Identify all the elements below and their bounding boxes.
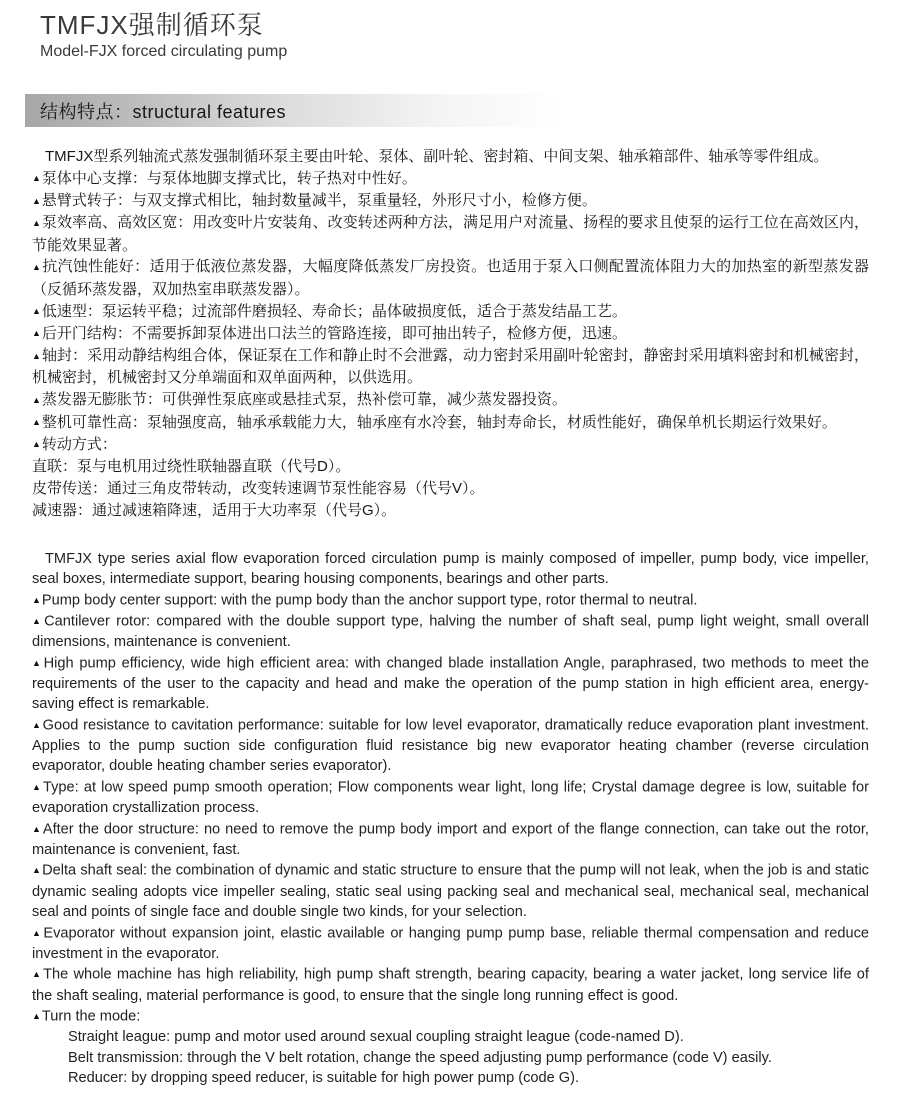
feature-item-en [32,964,869,1006]
feature-item-zh [32,168,869,190]
page-header [0,0,900,61]
feature-text-zh: 泵效率高、高效区宽：用改变叶片安装角、改变转述两种方法，满足用户对流量、扬程的要求且使泵的运行工位在高效区内，节能效果显著。 [32,214,869,254]
feature-text-en: High pump efficiency, wide high efficient area: with changed blade installation Angle, paraphrased, two methods to meet the requirements of the user to the capacity and head and make the operation of the pump station in high efficient area, energy-saving effect is remarkable. [32,655,869,713]
triangle-bullet-icon: ▲ [32,719,42,730]
feature-item-en [32,923,869,965]
drive-mode-item-en: Straight league: pump and motor used around sexual coupling straight league (code-named D). [68,1029,684,1046]
feature-text-en: Cantilever rotor: compared with the double support type, halving the number of shaft seal, pump light weight, small overall dimensions, maintenance is convenient. [32,613,869,650]
feature-text-en: Evaporator without expansion joint, elastic available or hanging pump pump base, reliable thermal compensation and reduce investment in the evaporator. [32,925,869,962]
section-header-bar [25,94,642,127]
chinese-features-section [32,146,869,522]
triangle-bullet-icon: ▲ [32,865,42,876]
feature-item-en [32,653,869,715]
feature-text-zh: 整机可靠性高：泵轴强度高，轴承承载能力大，轴承座有水冷套，轴封寿命长，材质性能好，确保单机长期运行效果好。 [41,413,837,431]
feature-text-en: Turn the mode: [41,1008,141,1025]
feature-text-en: Pump body center support: with the pump body than the anchor support type, rotor thermal to neutral. [41,592,698,609]
triangle-bullet-icon: ▲ [32,439,41,450]
drive-mode-item-zh: 直联：泵与电机用过绕性联轴器直联（代号D）。 [32,458,351,476]
triangle-bullet-icon: ▲ [32,927,43,938]
intro-paragraph-en: TMFJX type series axial flow evaporation forced circulation pump is mainly composed of impeller, pump body, vice impeller, seal boxes, intermediate support, bearing housing components, bearings and other parts. [32,550,869,588]
feature-text-en: Good resistance to cavitation performance: suitable for low level evaporator, dramatically reduce evaporation plant investment. Applies to the pump suction side configuration fluid resistance big new evaporator heating chamber (reverse circulation evaporator, double heating chamber series evaporator). [32,717,869,775]
feature-text-zh: 泵体中心支撑：与泵体地脚支撑式比，转子热对中性好。 [41,169,417,187]
feature-item-zh [32,301,869,323]
feature-item-en [32,1006,869,1027]
feature-item-en [32,715,869,777]
triangle-bullet-icon: ▲ [32,261,42,272]
feature-text-en: Delta shaft seal: the combination of dynamic and static structure to ensure that the pump will not leak, when the job is and static dynamic sealing adopts vice impeller sealing, static seal using packing seal and mechanical seal, mechanical seal, mechanical seal and points of single face and double single two kinds, for your selection. [32,862,869,921]
feature-text-zh: 轴封：采用动静结构组合体，保证泵在工作和静止时不会泄露，动力密封采用副叶轮密封，静密封采用填料密封和机械密封，机械密封，机械密封又分单端面和双单面两种，以供选用。 [32,347,869,387]
triangle-bullet-icon: ▲ [32,823,42,834]
feature-text-zh: 低速型：泵运转平稳；过流部件磨损轻、寿命长；晶体破损度低，适合于蒸发结晶工艺。 [41,302,627,320]
drive-mode-item-en: Belt transmission: through the V belt rotation, change the speed adjusting pump performance (code V) easily. [68,1049,772,1066]
feature-text-en: The whole machine has high reliability, high pump shaft strength, bearing capacity, bearing a water jacket, long service life of the shaft sealing, material performance is good, to ensure that the single long running effect is good. [32,966,869,1004]
feature-text-en: Type: at low speed pump smooth operation; Flow components wear light, long life; Crystal damage degree is low, suitable for evaporation crystallization process. [32,779,869,817]
feature-item-en [32,777,869,819]
feature-text-zh: 悬臂式转子：与双支撑式相比，轴封数量减半，泵重量轻，外形尺寸小，检修方便。 [41,192,597,210]
feature-text-en: After the door structure: no need to remove the pump body import and export of the flange connection, can take out the rotor, maintenance is convenient, fast. [32,821,869,858]
feature-text-zh: 抗汽蚀性能好：适用于低液位蒸发器，大幅度降低蒸发厂房投资。也适用于泵入口侧配置流体阻力大的加热室的新型蒸发器（反循环蒸发器，双加热室串联蒸发器）。 [32,258,869,298]
triangle-bullet-icon: ▲ [32,1011,41,1022]
triangle-bullet-icon: ▲ [32,173,41,184]
drive-mode-item-en: Reducer: by dropping speed reducer, is suitable for high power pump (code G). [68,1070,580,1087]
feature-item-en [32,590,869,611]
feature-item-zh [32,190,869,212]
triangle-bullet-icon: ▲ [32,594,41,605]
product-subtitle: Model-FJX forced circulating pump [40,43,288,60]
triangle-bullet-icon: ▲ [32,306,41,317]
triangle-bullet-icon: ▲ [32,217,41,228]
feature-item-zh [32,389,869,411]
triangle-bullet-icon: ▲ [32,615,44,626]
drive-mode-item-zh: 皮带传送：通过三角皮带转动，改变转速调节泵性能容易（代号V）。 [32,479,485,497]
feature-item-en [32,819,869,861]
feature-item-en [32,611,869,653]
drive-mode-item-zh: 减速器：通过减速箱降速，适用于大功率泵（代号G）。 [32,501,397,519]
triangle-bullet-icon: ▲ [32,417,41,428]
triangle-bullet-icon: ▲ [32,657,43,668]
section-title: 结构特点：structural features [40,101,287,122]
english-features-section [32,549,869,1089]
feature-item-zh [32,256,869,300]
intro-paragraph-zh: TMFJX型系列轴流式蒸发强制循环泵主要由叶轮、泵体、副叶轮、密封箱、中间支架、轴承箱部件、轴承等零件组成。 [45,148,829,165]
product-title: TMFJX强制循环泵 [40,10,264,40]
feature-item-zh [32,412,869,434]
feature-item-zh [32,345,869,389]
feature-item-zh [32,323,869,345]
triangle-bullet-icon: ▲ [32,195,41,206]
feature-item-zh [32,434,869,456]
triangle-bullet-icon: ▲ [32,782,42,793]
feature-item-zh [32,212,869,256]
triangle-bullet-icon: ▲ [32,969,43,980]
feature-text-zh: 转动方式： [41,435,117,453]
feature-text-zh: 后开门结构：不需要拆卸泵体进出口法兰的管路连接，即可抽出转子，检修方便，迅速。 [41,324,627,342]
triangle-bullet-icon: ▲ [32,350,41,361]
feature-text-zh: 蒸发器无膨胀节：可供弹性泵底座或悬挂式泵，热补偿可靠，减少蒸发器投资。 [41,391,567,409]
triangle-bullet-icon: ▲ [32,328,41,339]
feature-item-en [32,860,869,922]
triangle-bullet-icon: ▲ [32,394,41,405]
